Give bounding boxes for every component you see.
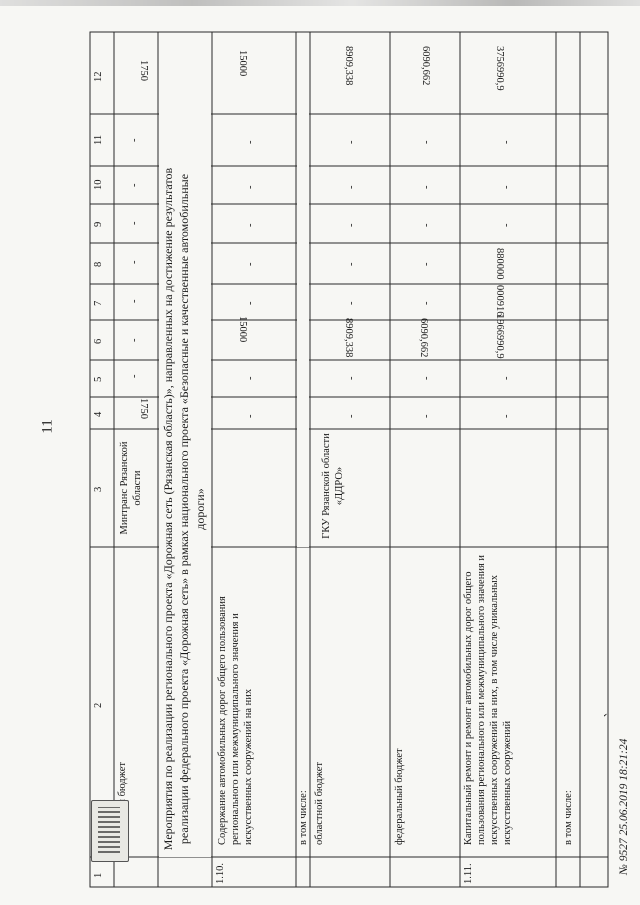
cell-r4-c6: 8909,338 [343,318,354,358]
cell-r111-c6: 1966990,9 [494,314,505,359]
page-number: 11 [39,418,56,434]
cell-r110-c8: - [245,262,256,266]
cell-r5-c5: - [421,376,432,380]
col-number-2: 2 [93,702,104,708]
cell-r5-c4: - [421,414,432,418]
col-number-1: 1 [93,872,104,878]
cell-r5-c12: 6090,662 [420,46,431,86]
cell-r110-c6: 15000 [237,316,248,343]
cell-r4-c10: - [346,185,357,189]
cell-r5-c6: 6090,662 [418,318,429,358]
cell-r0-c12: 1750 [138,60,149,81]
cell-r5-c10: - [421,185,432,189]
row-executor-gku: ГКУ Рязанской области «ДДРО» [321,433,345,539]
col-number-6: 6 [93,338,104,344]
row-number-1-11: 1.11. [463,863,474,884]
col-number-4: 4 [93,411,104,417]
row-name-federal-budget: федеральный бюджет [394,748,405,845]
cell-r4-c12: 8909,338 [343,46,354,86]
section-heading: Мероприятия по реализации регионального проекта «Дорожная сеть (Рязанская область)», направленных на достижение результатов реализации федерального проекта «Дорожная сеть» в рамках национального проекта «Безопасные и качественные автомобильные дороги» [161,167,207,851]
stray-mark: ` [603,711,619,718]
registration-stamp-seal [91,800,129,862]
cell-r0-c4: 1750 [138,398,149,419]
cell-r0-c8: - [129,260,140,264]
col-number-8: 8 [93,261,104,267]
cell-r110-c4: - [245,414,256,418]
col-number-11: 11 [93,134,104,145]
cell-r111-c11: - [501,140,512,144]
cell-r110-c10: - [245,185,256,189]
cell-r5-c8: - [421,262,432,266]
col-number-5: 5 [93,376,104,382]
cell-r110-c7: - [245,301,256,305]
cell-r0-c7: - [129,299,140,303]
cell-r4-c4: - [346,414,357,418]
row-name-capital-repair: Капитальный ремонт и ремонт автомобильных дорог общего пользования регионального или межмуниципального значения и искусственных сооружений на них, в том числе уникальных искусственных сооружений [463,554,513,845]
cell-r111-c12: 3756990,9 [494,46,505,91]
cell-r4-c5: - [346,376,357,380]
row-name-maintenance: Содержание автомобильных дорог общего пользования регионального или межмуниципального значения и искусственных сооружений на них [217,596,254,845]
cell-r0-c11: - [129,138,140,142]
cell-r4-c11: - [346,140,357,144]
cell-r111-c9: - [501,223,512,227]
cell-r111-c4: - [501,414,512,418]
cell-r0-c6: - [129,338,140,342]
row-executor-mintrans: Минтранс Рязанской области [119,441,143,535]
cell-r0-c10: - [129,183,140,187]
cell-r0-c9: - [129,221,140,225]
cell-r111-c8: 880000 [494,248,505,280]
cell-r4-c8: - [346,262,357,266]
row-including-2: в том числе: [563,790,574,845]
col-number-3: 3 [93,486,104,492]
cell-r0-c5: - [129,374,140,378]
row-number-1-10: 1.10. [215,863,226,884]
row-including-1: в том числе: [298,790,309,845]
cell-r111-c5: - [501,376,512,380]
col-number-7: 7 [93,300,104,306]
cell-r5-c9: - [421,223,432,227]
cell-r110-c11: - [245,140,256,144]
cell-r4-c9: - [346,223,357,227]
cell-r5-c7: - [421,301,432,305]
registration-stamp-text: № 9527 25.06.2019 18:21:24 [618,738,630,875]
cell-r111-c10: - [501,185,512,189]
col-number-10: 10 [93,179,104,190]
row-name-regional-budget-2: областной бюджет [314,762,325,845]
col-number-9: 9 [93,221,104,227]
cell-r4-c7: - [346,301,357,305]
cell-r5-c11: - [421,140,432,144]
col-number-12: 12 [93,71,104,82]
cell-r110-c9: - [245,223,256,227]
cell-r111-c7: 000916 [494,285,505,317]
cell-r110-c5: - [245,376,256,380]
cell-r110-c12: 15000 [237,50,248,77]
